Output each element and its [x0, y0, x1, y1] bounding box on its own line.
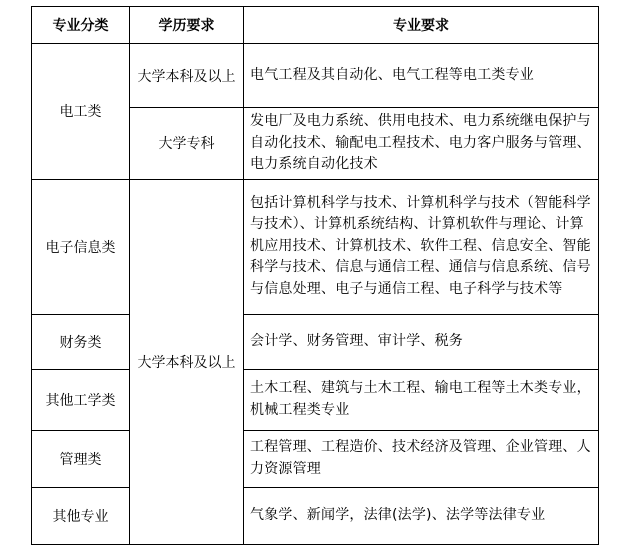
requirement-cell: 电气工程及其自动化、电气工程等电工类专业	[244, 44, 599, 108]
table-row	[32, 369, 599, 430]
header-requirement: 专业要求	[244, 7, 599, 44]
table-header-row	[32, 7, 599, 44]
requirement-cell: 会计学、财务管理、审计学、税务	[244, 314, 599, 369]
category-cell: 电子信息类	[32, 179, 130, 314]
table-row	[32, 430, 599, 487]
requirement-cell: 发电厂及电力系统、供用电技术、电力系统继电保护与自动化技术、输配电工程技术、电力客户服务与管理、电力系统自动化技术	[244, 108, 599, 180]
category-cell: 财务类	[32, 314, 130, 369]
major-requirements-table	[31, 6, 599, 545]
category-cell: 电工类	[32, 44, 130, 180]
header-education: 学历要求	[130, 7, 244, 44]
table-row	[32, 44, 599, 108]
education-cell: 大学专科	[130, 108, 244, 180]
table-row	[32, 314, 599, 369]
table-row	[32, 179, 599, 314]
category-cell: 其他工学类	[32, 369, 130, 430]
header-category: 专业分类	[32, 7, 130, 44]
requirement-cell: 土木工程、建筑与土木工程、输电工程等土木类专业，机械工程类专业	[244, 369, 599, 430]
requirement-cell: 气象学、新闻学，法律(法学)、法学等法律专业	[244, 487, 599, 544]
table-row	[32, 487, 599, 544]
education-cell: 大学本科及以上	[130, 44, 244, 108]
category-cell: 管理类	[32, 430, 130, 487]
education-cell: 大学本科及以上	[130, 179, 244, 544]
requirement-cell: 工程管理、工程造价、技术经济及管理、企业管理、人力资源管理	[244, 430, 599, 487]
requirement-cell: 包括计算机科学与技术、计算机科学与技术（智能科学与技术）、计算机系统结构、计算机软件与理论、计算机应用技术、计算机技术、软件工程、信息安全、智能科学与技术、信息与通信工程、通信与信息系统、信号与信息处理、电子与通信工程、电子科学与技术等	[244, 179, 599, 314]
category-cell: 其他专业	[32, 487, 130, 544]
